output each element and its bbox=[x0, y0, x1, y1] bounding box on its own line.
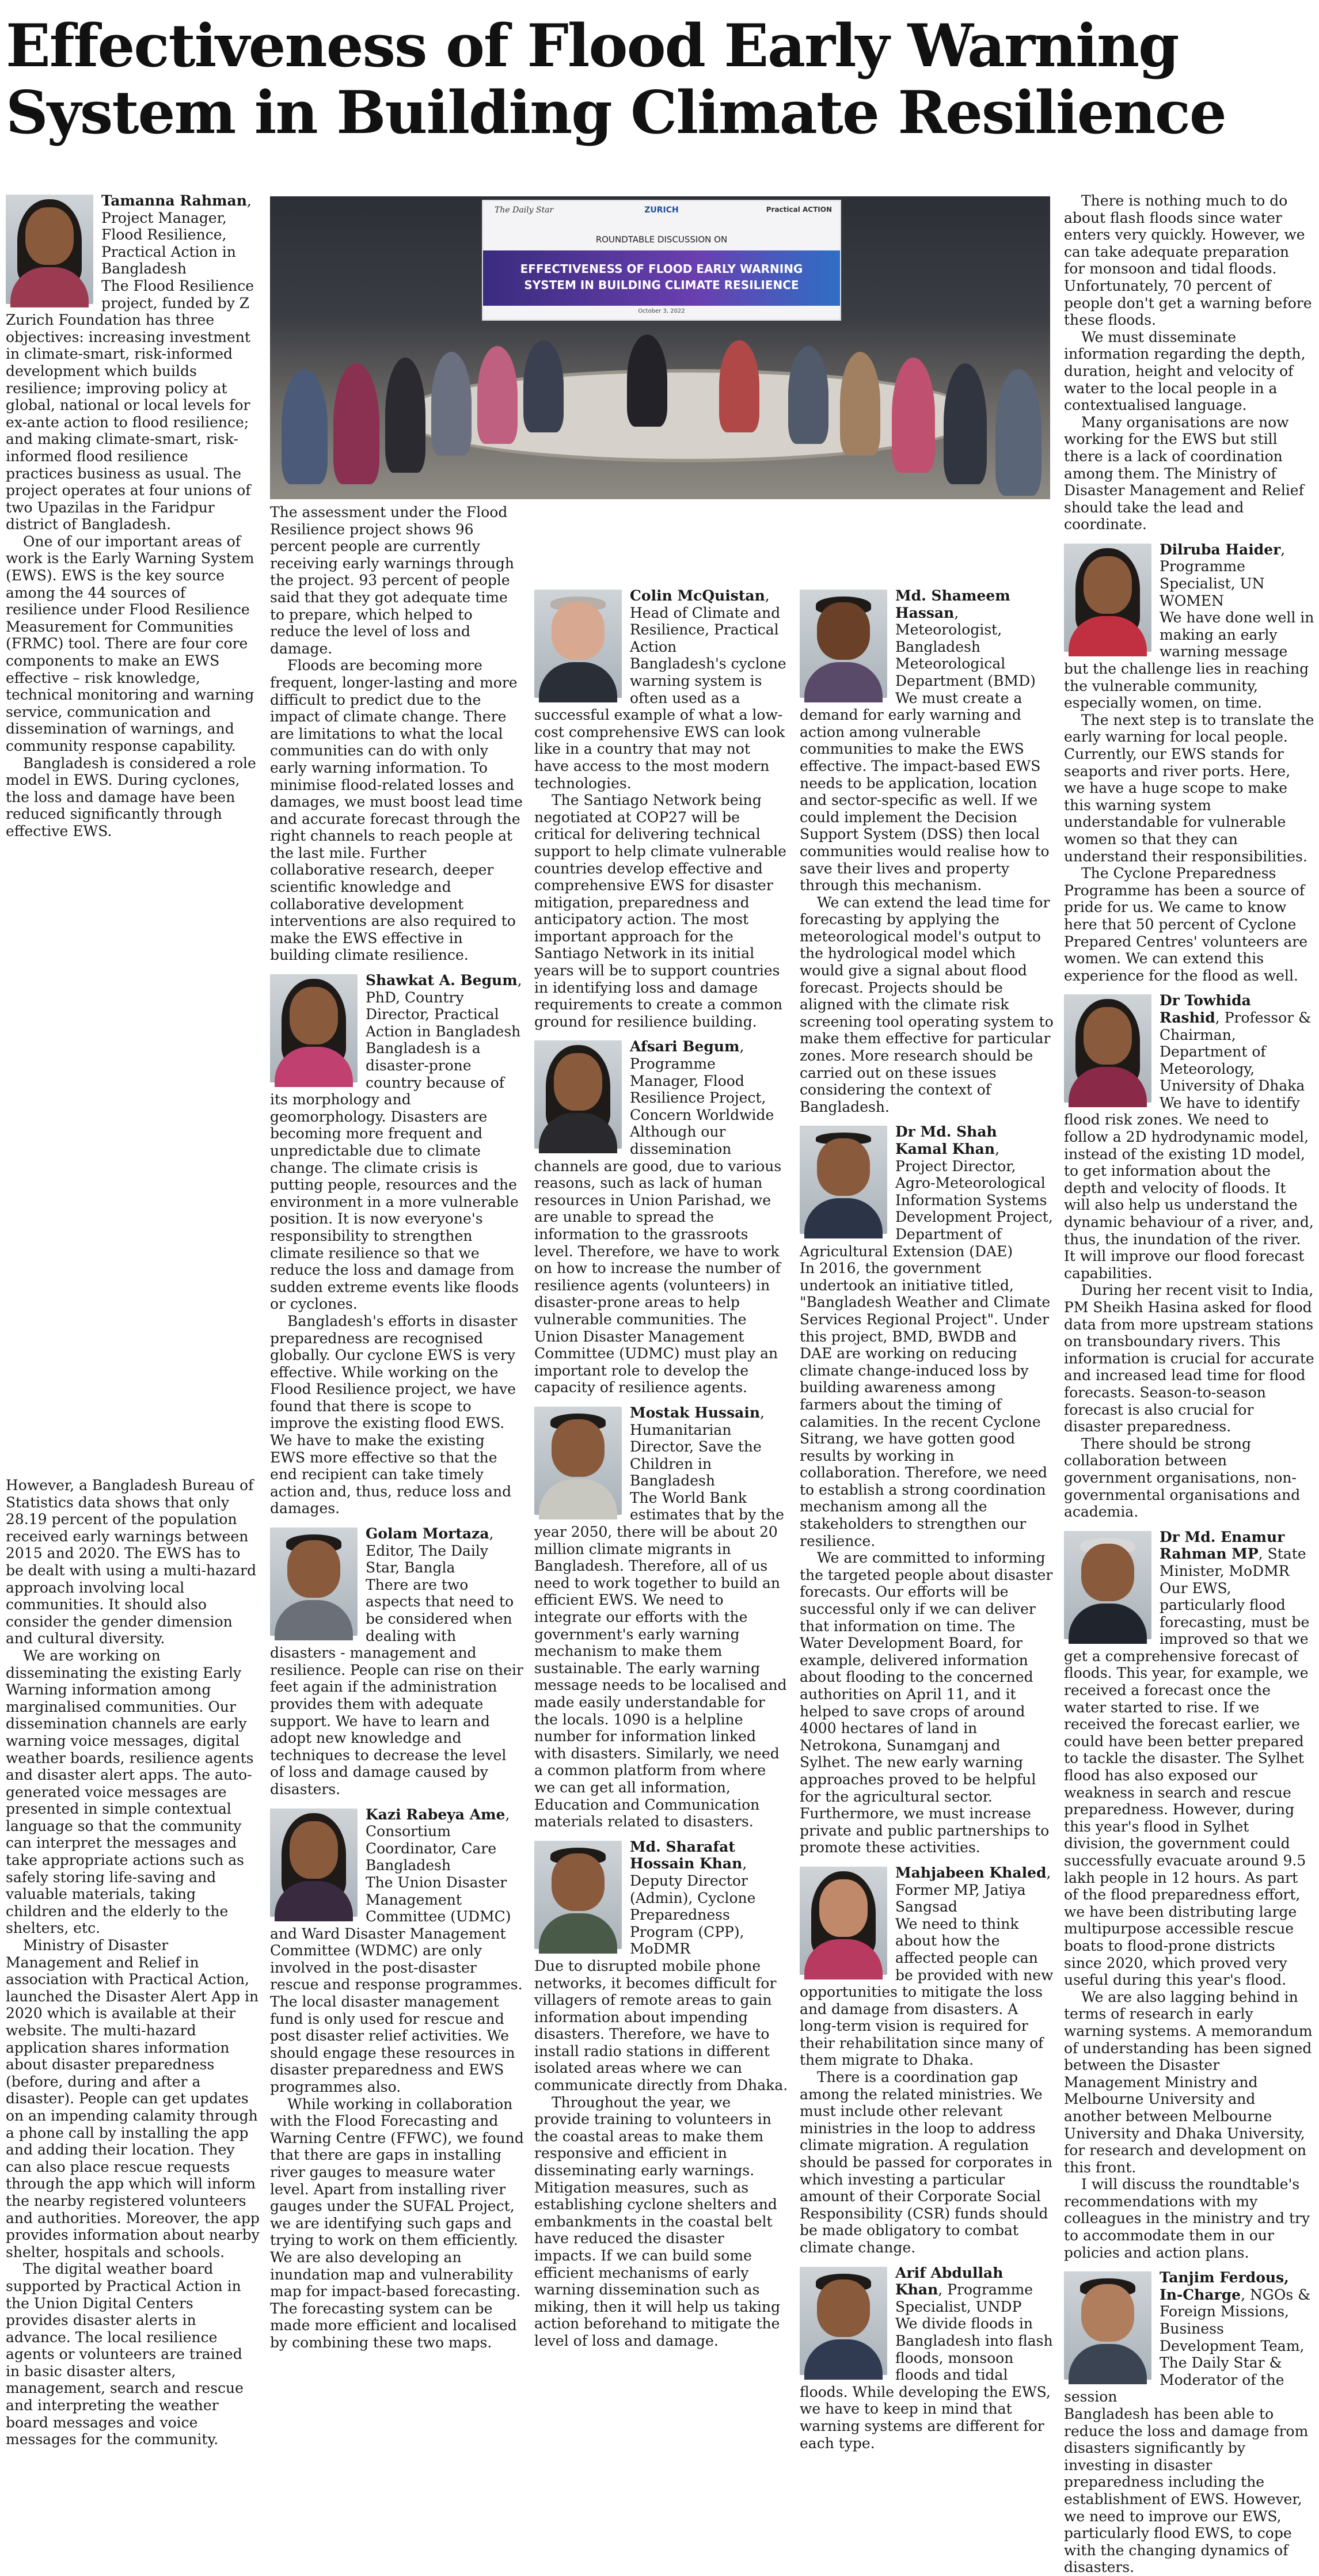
speaker-role: Programme Specialist, UNDP bbox=[895, 2281, 1033, 2315]
column-1-bottom bbox=[6, 1477, 260, 2448]
enamur-portrait bbox=[1064, 1531, 1151, 1639]
banner-title-band bbox=[483, 250, 840, 306]
paragraph: One of our important areas of work is the Early Warning System (EWS). EWS is the key source among the 44 sources of resilience under Flood Resilience Measurement for Communities (FRMC) tool. There are four core components to make an EWS effective – risk knowledge, technical monitoring and warning service, communication and dissemination of warnings, and community response capability. bbox=[6, 533, 254, 754]
speaker-colin: Colin McQuistan, Head of Climate and Resilience, Practical Action Bangladesh's cyclone warning system is often used as a successful example of what a low-cost comprehensive EWS can look like in a country that may not have access to the most modern technologies. The Santiago Network being negotiated at COP27 will be critical for delivering technical support to help climate vulnerable countries develop effective and comprehensive EWS for disaster mitigation, preparedness and anticipatory action. The most important approach for the Santiago Network in its initial years will be to support countries in identifying loss and damage requirements to create a common ground for resilience building. bbox=[534, 587, 788, 1030]
speaker-role: Programme Manager, Flood Resilience Project, Concern Worldwide bbox=[630, 1055, 774, 1123]
paragraph: However, a Bangladesh Bureau of Statistics data shows that only 28.19 percent of the population received early warnings between 2015 and 2020. The EWS has to be dealt with using a multi-hazard approach involving local communities. It should also consider the gender dimension and cultural diversity. bbox=[6, 1477, 257, 1647]
paragraph: There are two aspects that need to be considered when dealing with disasters - management and resilience. People can rise on their feet again if the administration provides them with adequate support. We have to learn and adopt new knowledge and techniques to decrease the level of loss and damage caused by disasters. bbox=[270, 1576, 523, 1798]
speaker-name: Mahjabeen Khaled bbox=[895, 1864, 1047, 1881]
arif-portrait bbox=[800, 2267, 887, 2375]
speaker-tanjim: Tanjim Ferdous, In-Charge, NGOs & Foreign Missions, Business Development Team, The Daily Star & Moderator of the session Bangladesh has been able to reduce the loss and damage from disasters significantly by investing in disaster preparedness including the establishment of EWS. However, we need to improve our EWS, particularly flood EWS, to cope with the changing dynamics of disasters. bbox=[1064, 2269, 1314, 2576]
mostak-portrait bbox=[534, 1407, 622, 1515]
speaker-name: Arif Abdullah Khan bbox=[895, 2264, 1003, 2298]
roundtable-photo bbox=[270, 196, 1050, 499]
speaker-role: Project Director, Agro-Meteorological Information Systems Development Project, Department of Agricultural Extension (DAE) bbox=[800, 1157, 1053, 1260]
paragraph: Although our dissemination channels are good, due to various reasons, such as lack of human resources in Union Parishad, we are unable to spread the information to the grassroots level. Therefore, we have to work on how to increase the number of resilience agents (volunteers) in disaster-prone areas to help vulnerable communities. The Union Disaster Management Committee (UDMC) must play an important role to develop the capacity of resilience agents. bbox=[534, 1123, 782, 1396]
speaker-name: Tamanna Rahman bbox=[101, 192, 247, 209]
tanjim-portrait bbox=[1064, 2271, 1151, 2380]
paragraph: Bangladesh's cyclone warning system is often used as a successful example of what a low-cost comprehensive EWS can look like in a country that may not have access to the most modern technologies. bbox=[534, 655, 786, 792]
paragraph: The digital weather board supported by Practical Action in the Union Digital Centers provides disaster alerts in advance. The local resilience agents or volunteers are trained in basic disaster alters, management, search and rescue and interpreting the weather board messages and voice messages for the community. bbox=[6, 2260, 244, 2448]
paragraph: We have to identify flood risk zones. We need to follow a 2D hydrodynamic model, instead of the existing 1D model, to get information about the depth and velocity of floods. It will also help us understand the dynamic behaviour of a river, and, thus, the inundation of the river. It will improve our flood forecast capabilities. bbox=[1064, 1094, 1314, 1282]
column-4 bbox=[800, 504, 1054, 2452]
speaker-name: Afsari Begum bbox=[630, 1038, 740, 1055]
paragraph: The Santiago Network being negotiated at COP27 will be critical for delivering technical support to help climate vulnerable countries develop effective and comprehensive EWS for disaster mitigation, preparedness and anticipatory action. The most important approach for the Santiago Network in its initial years will be to support countries in identifying loss and damage requirements to create a common ground for resilience building. bbox=[534, 792, 786, 1030]
paragraph: We divide floods in Bangladesh into flash floods, monsoon floods and tidal floods. While developing the EWS, we have to keep in mind that warning systems are different for each type. bbox=[800, 2315, 1053, 2452]
paragraph: Bangladesh is considered a role model in EWS. During cyclones, the loss and damage have been reduced significantly through effective EWS. bbox=[6, 754, 256, 839]
speaker-name: Shawkat A. Begum bbox=[366, 972, 518, 989]
paragraph: Bangladesh has been able to reduce the loss and damage from disasters significantly by investing in disaster preparedness including the establishment of EWS. However, we need to improve our EWS, particularly flood EWS, to cope with the changing dynamics of disasters. bbox=[1064, 2406, 1309, 2576]
paragraph: We are also lagging behind in terms of research in early warning systems. A memorandum of understanding has been signed between the Disaster Management Ministry and Melbourne University and another between Melbourne University and Dhaka University, for research and development on this front. bbox=[1064, 1988, 1313, 2176]
paragraph: We must disseminate information regarding the depth, duration, height and velocity of water to the local people in a contextualised language. bbox=[1064, 328, 1306, 414]
article-title: Effectiveness of Flood Early Warning System in Building Climate Resilience bbox=[6, 12, 1226, 147]
paragraph: We need to think about how the affected people can be provided with new opportunities to mitigate the loss and damage from disasters. A long-term vision is required for their rehabilitation since many of them migrate to Dhaka. bbox=[800, 1915, 1054, 2069]
paragraph: There should be strong collaboration between government organisations, non-governmental organisations and academia. bbox=[1064, 1435, 1301, 1521]
paragraph: We must create a demand for early warning and action among vulnerable communities to make the EWS effective. The impact-based EWS needs to be application, location and sector-specific as well. If we could implement the Decision Support System (DSS) then local communities would realise how to save their lives and property through this mechanism. bbox=[800, 689, 1050, 894]
paragraph: We are committed to informing the targeted people about disaster forecasts. Our efforts will be successful only if we can deliver that information on time. The Water Development Board, for example, delivered information about flooding to the concerned authorities on April 11, and it helped to save crops of around 4000 hectares of land in Netrokona, Sunamganj and Sylhet. The new early warning approaches proved to be helpful for the agricultural sector. Furthermore, we must increase private and public partnerships to promote these activities. bbox=[800, 1549, 1053, 1856]
speaker-golam: Golam Mortaza, Editor, The Daily Star, Bangla There are two aspects that need to be considered when dealing with disasters - management and resilience. People can rise on their feet again if the administration provides them with adequate support. We have to learn and adopt new knowledge and techniques to decrease the level of loss and damage caused by disasters. bbox=[270, 1525, 523, 1798]
paragraph: The Flood Resilience project, funded by Z Zurich Foundation has three objectives: increasing investment in climate-smart, risk-informed development which builds resilience; improving policy at global, national or local levels for ex-ante action to flood resilience; and making climate-smart, risk-informed flood resilience practices business as usual. The project operates at four unions of two Upazilas in the Faridpur district of Bangladesh. bbox=[6, 277, 254, 533]
speaker-name: Golam Mortaza bbox=[366, 1525, 489, 1542]
speaker-afsari: Afsari Begum, Programme Manager, Flood Resilience Project, Concern Worldwide Although our dissemination channels are good, due to various reasons, such as lack of human resources in Union Parishad, we are unable to spread the information to the grassroots level. Therefore, we have to work on how to increase the number of resilience agents (volunteers) in disaster-prone areas to help vulnerable communities. The Union Disaster Management Committee (UDMC) must play an important role to develop the capacity of resilience agents. bbox=[534, 1038, 788, 1396]
paragraph: We can extend the lead time for forecasting by applying the meteorological model's output to the hydrological model which would give a signal about flood forecast. Projects should be aligned with the climate risk screening tool operating system to make them effective for particular zones. More research should be carried out on these issues considering the context of Bangladesh. bbox=[800, 894, 1054, 1115]
paragraph: Bangladesh is a disaster-prone country because of its morphology and geomorphology. Disasters are becoming more frequent and unpredictable due to climate change. The climate crisis is putting people, resources and the environment in a more vulnerable position. It is now everyone's responsibility to strengthen climate resilience so that we reduce the loss and damage from sudden extreme events like floods or cyclones. bbox=[270, 1040, 519, 1313]
paragraph: The World Bank estimates that by the year 2050, there will be about 20 million climate migrants in Bangladesh. Therefore, all of us need to work together to build an efficient EWS. We need to integrate our efforts with the government's early warning mechanism to make them sustainable. The early warning message needs to be localised and made easily understandable for the locals. 1090 is a helpline number for information linked with disasters. Similarly, we need a common platform from where we can get all information, Education and Communication materials related to disasters. bbox=[534, 1489, 787, 1830]
speaker-name: Md. Shameem Hassan bbox=[895, 587, 1010, 621]
paragraph: Many organisations are now working for the EWS but still there is a lack of coordination among them. The Ministry of Disaster Management and Relief should take the lead and coordinate. bbox=[1064, 413, 1304, 533]
paragraph: The assessment under the Flood Resilience project shows 96 percent people are currently receiving early warnings through the project. 93 percent of people said that they got adequate time to prepare, which helped to reduce the level of loss and damage. bbox=[270, 504, 515, 657]
paragraph: The next step is to translate the early warning for local people. Currently, our EWS stands for seaports and river ports. Here, we have a huge scope to make this warning system understandable for vulnerable women so that they can understand their responsibilities. bbox=[1064, 711, 1314, 865]
paragraph: Due to disrupted mobile phone networks, it becomes difficult for villagers of remote areas to gain information about impending disasters. Therefore, we have to install radio stations in different isolated areas where we can communicate directly from Dhaka. bbox=[534, 1957, 788, 2094]
speaker-role: Professor & Chairman, Department of Meteorology, University of Dhaka bbox=[1160, 1009, 1312, 1095]
speaker-role: Editor, The Daily Star, Bangla bbox=[366, 1542, 489, 1576]
banner-subtitle: ROUNDTABLE DISCUSSION ON bbox=[595, 234, 728, 245]
speaker-name: Dilruba Haider bbox=[1160, 541, 1281, 558]
speaker-role: Former MP, Jatiya Sangsad bbox=[895, 1881, 1026, 1916]
paragraph: Floods are becoming more frequent, longer-lasting and more difficult to predict due to the impact of climate change. There are limitations to what the local communities can do with only early warning information. To minimise flood-related losses and damages, we must boost lead time and accurate forecast through the right channels to reach people at the last mile. Further collaborative research, deeper scientific knowledge and collaborative development interventions are also required to make the EWS effective in building climate resilience. bbox=[270, 657, 523, 964]
event-banner bbox=[482, 200, 841, 321]
paragraph: I will discuss the roundtable's recommendations with my colleagues in the ministry and try to accommodate them in our policies and action plans. bbox=[1064, 2176, 1310, 2261]
speaker-role: Head of Climate and Resilience, Practical Action bbox=[630, 604, 781, 655]
speaker-role: Deputy Director (Admin), Cyclone Preparedness Program (CPP), MoDMR bbox=[630, 1872, 756, 1958]
speaker-mostak: Mostak Hussain, Humanitarian Director, Save the Children in Bangladesh The World Bank estimates that by the year 2050, there will be about 20 million climate migrants in Bangladesh. Therefore, all of us need to work together to build an efficient EWS. We need to integrate our efforts with the government's early warning mechanism to make them sustainable. The early warning message needs to be localised and made easily understandable for the locals. 1090 is a helpline number for information linked with disasters. Similarly, we need a common platform from where we can get all information, Education and Communication materials related to disasters. bbox=[534, 1404, 788, 1830]
kamal-portrait bbox=[800, 1126, 887, 1234]
column-5 bbox=[1064, 192, 1314, 2576]
speaker-kazi: Kazi Rabeya Ame, Consortium Coordinator, Care Bangladesh The Union Disaster Management Committee (UDMC) and Ward Disaster Management Committee (WDMC) are only involved in the post-disaster rescue and response programmes. The local disaster management fund is only used for rescue and post disaster relief activities. We should engage these resources in disaster preparedness and EWS programmes also. While working in collaboration with the Flood Forecasting and Warning Centre (FFWC), we found that there are gaps in installing river gauges to measure water level. Apart from installing river gauges under the SUFAL Project, we are identifying such gaps and trying to work on them efficiently. We are also developing an inundation map and vulnerability map for impact-based forecasting. The forecasting system can be made more efficient and localised by combining these two maps. bbox=[270, 1806, 524, 2351]
speaker-shameem: Md. Shameem Hassan, Meteorologist, Bangladesh Meteorological Department (BMD) We must create a demand for early warning and action among vulnerable communities to make the EWS effective. The impact-based EWS needs to be application, location and sector-specific as well. If we could implement the Decision Support System (DSS) then local communities would realise how to save their lives and property through this mechanism. We can extend the lead time for forecasting by applying the meteorological model's output to the hydrological model which would give a signal about flood forecast. Projects should be aligned with the climate risk screening tool operating system to make them effective for particular zones. More research should be carried out on these issues considering the context of Bangladesh. bbox=[800, 587, 1054, 1115]
speaker-role: Project Manager, Flood Resilience, Practical Action in Bangladesh bbox=[101, 209, 236, 278]
paragraph: Bangladesh's efforts in disaster preparedness are recognised globally. Our cyclone EWS is very effective. While working on the Flood Resilience project, we have found that there is scope to improve the existing flood EWS. We have to make the existing EWS more effective so that the end recipient can take timely action and, thus, reduce loss and damages. bbox=[270, 1312, 518, 1517]
banner-date: October 3, 2022 bbox=[638, 308, 685, 314]
speaker-tamanna: Tamanna Rahman, Project Manager, Flood Resilience, Practical Action in Bangladesh The Flood Resilience project, funded by Z Zurich Foundation has three objectives: increasing investment in climate-smart, risk-informed development which builds resilience; improving policy at global, national or local levels for ex-ante action to flood resilience; and making climate-smart, risk-informed flood resilience practices business as usual. The project operates at four unions of two Upazilas in the Faridpur district of Bangladesh. One of our important areas of work is the Early Warning System (EWS). EWS is the key source among the 44 sources of resilience under Flood Resilience Measurement for Communities (FRMC) tool. There are four core components to make an EWS effective – risk knowledge, technical monitoring and warning service, communication and dissemination of warnings, and community response capability. Bangladesh is considered a role model in EWS. During cyclones, the loss and damage have been reduced significantly through effective EWS. bbox=[6, 192, 260, 840]
column-3 bbox=[534, 504, 788, 2349]
paragraph: In 2016, the government undertook an initiative titled, "Bangladesh Weather and Climate Services Regional Project". Under this project, BMD, BWDB and DAE are working on reducing climate change-induced loss by building awareness among farmers about the timing of calamities. In the recent Cyclone Sitrang, we have gotten good results by working in collaboration. Therefore, we need to establish a strong coordination mechanism among all the stakeholders to strengthen our resilience. bbox=[800, 1260, 1051, 1549]
speaker-name: Colin McQuistan bbox=[630, 587, 765, 604]
speaker-name: Mostak Hussain bbox=[630, 1404, 761, 1421]
banner-title: EFFECTIVENESS OF FLOOD EARLY WARNING SYSTEM IN BUILDING CLIMATE RESILIENCE bbox=[520, 262, 803, 292]
speaker-name: Md. Sharafat Hossain Khan bbox=[630, 1838, 743, 1872]
speaker-name: Dr Md. Shah Kamal Khan bbox=[895, 1123, 997, 1157]
towhida-portrait bbox=[1064, 994, 1151, 1103]
afsari-portrait bbox=[534, 1040, 622, 1149]
speaker-role: Meteorologist, Bangladesh Meteorological Department (BMD) bbox=[895, 621, 1036, 689]
golam-portrait bbox=[270, 1528, 358, 1636]
speaker-kamal: Dr Md. Shah Kamal Khan, Project Director, Agro-Meteorological Information Systems Development Project, Department of Agricultural Extension (DAE) In 2016, the government undertook an initiative titled, "Bangladesh Weather and Climate Services Regional Project". Under this project, BMD, BWDB and DAE are working on reducing climate change-induced loss by building awareness among farmers about the timing of calamities. In the recent Cyclone Sitrang, we have gotten good results by working in collaboration. Therefore, we need to establish a strong coordination mechanism among all the stakeholders to strengthen our resilience. We are committed to informing the targeted people about disaster forecasts. Our efforts will be successful only if we can deliver that information on time. The Water Development Board, for example, delivered information about flooding to the concerned authorities on April 11, and it helped to save crops of around 4000 hectares of land in Netrokona, Sunamganj and Sylhet. The new early warning approaches proved to be helpful for the agricultural sector. Furthermore, we must increase private and public partnerships to promote these activities. bbox=[800, 1123, 1053, 1856]
speaker-mahjabeen: Mahjabeen Khaled, Former MP, Jatiya Sangsad We need to think about how the affected people can be provided with new opportunities to mitigate the loss and damage from disasters. A long-term vision is required for their rehabilitation since many of them migrate to Dhaka. There is a coordination gap among the related ministries. We must include other relevant ministries in the loop to address climate migration. A regulation should be passed for corporates in which investing a particular amount of their Corporate Social Responsibility (CSR) funds should be made obligatory to combat climate change. bbox=[800, 1864, 1054, 2256]
dilruba-portrait bbox=[1064, 544, 1151, 652]
speaker-sharafat: Md. Sharafat Hossain Khan, Deputy Director (Admin), Cyclone Preparedness Program (CPP), MoDMR Due to disrupted mobile phone networks, it becomes difficult for villagers of remote areas to gain information about impending disasters. Therefore, we have to install radio stations in different isolated areas where we can communicate directly from Dhaka. Throughout the year, we provide training to volunteers in the coastal areas to make them responsive and efficient in disseminating early warnings. Mitigation measures, such as establishing cyclone shelters and embankments in the coastal belt have reduced the disaster impacts. If we can build some efficient mechanisms of early warning dissemination such as miking, then it will help us taking action beforehand to mitigate the level of loss and damage. bbox=[534, 1838, 788, 2349]
paragraph: Ministry of Disaster Management and Relief in association with Practical Action, launched the Disaster Alert App in 2020 which is available at their website. The multi-hazard application shares information about disaster preparedness (before, during and after a disaster). People can get updates on an impending calamity through a phone call by installing the app and adding their location. They can also place rescue requests through the app which will inform the nearby registered volunteers and authorities. Moreover, the app provides information about nearby shelter, hospitals and schools. bbox=[6, 1937, 260, 2260]
speaker-name: Dr Towhida Rashid bbox=[1160, 992, 1251, 1026]
speaker-arif: Arif Abdullah Khan, Programme Specialist, UNDP We divide floods in Bangladesh into flash floods, monsoon floods and tidal floods. While developing the EWS, we have to keep in mind that warning systems are different for each type. bbox=[800, 2264, 1053, 2452]
paragraph: The Cyclone Preparedness Programme has been a source of pride for us. We came to know here that 50 percent of Cyclone Prepared Centres' volunteers are women. We can extend this experience for the flood as well. bbox=[1064, 865, 1308, 984]
speaker-role: State Minister, MoDMR bbox=[1160, 1545, 1306, 1579]
paragraph: The Union Disaster Management Committee (UDMC) and Ward Disaster Management Committee (WDMC) are only involved in the post-disaster rescue and response programmes. The local disaster management fund is only used for rescue and post disaster relief activities. We should engage these resources in disaster preparedness and EWS programmes also. bbox=[270, 1874, 523, 2096]
paragraph: We are working on disseminating the existing Early Warning information among marginalised communities. Our dissemination channels are early warning voice messages, digital weather boards, resilience agents and disaster alert apps. The auto-generated voice messages are presented in simple contextual language so that the community can interpret the messages and take appropriate actions such as safely storing life-saving and valuable materials, taking children and the elderly to the shelters, etc. bbox=[6, 1647, 254, 1937]
speaker-enamur: Dr Md. Enamur Rahman MP, State Minister, MoDMR Our EWS, particularly flood forecasting, must be improved so that we get a comprehensive forecast of floods. This year, for example, we received a forecast once the water started to rise. If we received the forecast earlier, we could have been better prepared to tackle the disaster. The Sylhet flood has also exposed our weakness in search and rescue preparedness. However, during this year's flood in Sylhet division, the government could successfully evacuate around 9.5 lakh people in 12 hours. As part of the flood preparedness effort, we have been distributing large multipurpose accessible rescue boats to flood-prone districts since 2020, which proved very useful during this year's flood. We are also lagging behind in terms of research in early warning systems. A memorandum of understanding has been signed between the Disaster Management Ministry and Melbourne University and another between Melbourne University and Dhaka University, for research and development on this front. I will discuss the roundtable's recommendations with my colleagues in the ministry and try to accommodate them in our policies and action plans. bbox=[1064, 1529, 1314, 2262]
speaker-shawkat: Shawkat A. Begum, PhD, Country Director, Practical Action in Bangladesh Bangladesh is a disaster-prone country because of its morphology and geomorphology. Disasters are becoming more frequent and unpredictable due to climate change. The climate crisis is putting people, resources and the environment in a more vulnerable position. It is now everyone's responsibility to strengthen climate resilience so that we reduce the loss and damage from sudden extreme events like floods or cyclones. Bangladesh's efforts in disaster preparedness are recognised globally. Our cyclone EWS is very effective. While working on the Flood Resilience project, we have found that there is scope to improve the existing flood EWS. We have to make the existing EWS more effective so that the end recipient can take timely action and, thus, reduce loss and damages. bbox=[270, 972, 524, 1517]
shameem-portrait bbox=[800, 590, 887, 698]
paragraph: While working in collaboration with the Flood Forecasting and Warning Centre (FFWC), we found that there are gaps in installing river gauges to measure water level. Apart from installing river gauges under the SUFAL Project, we are identifying such gaps and trying to work on them efficiently. We are also developing an inundation map and vulnerability map for impact-based forecasting. The forecasting system can be made more efficient and localised by combining these two maps. bbox=[270, 2095, 524, 2351]
speaker-towhida: Dr Towhida Rashid, Professor & Chairman, Department of Meteorology, University of Dhaka We have to identify flood risk zones. We need to follow a 2D hydrodynamic model, instead of the existing 1D model, to get information about the depth and velocity of floods. It will also help us understand the dynamic behaviour of a river, and, thus, the inundation of the river. It will improve our flood forecast capabilities. During her recent visit to India, PM Sheikh Hasina asked for flood data from more upstream stations on transboundary rivers. This information is crucial for accurate and increased lead time for flood forecasts. Season-to-season forecast is also crucial for disaster preparedness. There should be strong collaboration between government organisations, non-governmental organisations and academia. bbox=[1064, 992, 1314, 1521]
speaker-name: Dr Md. Enamur Rahman MP bbox=[1160, 1528, 1285, 1563]
paragraph: There is nothing much to do about flash floods since water enters very quickly. However, we can take adequate preparation for monsoon and tidal floods. Unfortunately, 70 percent of people don't get a warning before these floods. bbox=[1064, 192, 1312, 329]
banner-logo-practical-action: Practical ACTION bbox=[766, 206, 832, 214]
paragraph: We have done well in making an early warning message but the challenge lies in reaching the vulnerable community, especially women, on time. bbox=[1064, 609, 1314, 712]
kazi-portrait bbox=[270, 1808, 358, 1917]
shawkat-portrait bbox=[270, 974, 358, 1082]
colin-portrait bbox=[534, 590, 622, 698]
column-2 bbox=[270, 504, 524, 2351]
paragraph: During her recent visit to India, PM Sheikh Hasina asked for flood data from more upstream stations on transboundary rivers. This information is crucial for accurate and increased lead time for flood forecasts. Season-to-season forecast is also crucial for disaster preparedness. bbox=[1064, 1282, 1314, 1435]
tamanna-portrait bbox=[6, 195, 93, 304]
sharafat-portrait bbox=[534, 1841, 622, 1949]
speaker-name: Kazi Rabeya Ame bbox=[366, 1806, 505, 1823]
speaker-role: Humanitarian Director, Save the Children in Bangladesh bbox=[630, 1421, 762, 1490]
speaker-role: NGOs & Foreign Missions, Business Development Team, The Daily Star & Moderator of the session bbox=[1064, 2286, 1311, 2406]
speaker-role: Consortium Coordinator, Care Bangladesh bbox=[366, 1823, 497, 1874]
paragraph: Throughout the year, we provide training to volunteers in the coastal areas to make them responsive and efficient in disseminating early warnings. Mitigation measures, such as establishing cyclone shelters and embankments in the coastal belt have reduced the disaster impacts. If we can build some efficient mechanisms of early warning dissemination such as miking, then it will help us taking action beforehand to mitigate the level of loss and damage. bbox=[534, 2094, 781, 2349]
mahjabeen-portrait bbox=[800, 1867, 887, 1975]
speaker-role: PhD, Country Director, Practical Action in Bangladesh bbox=[366, 989, 521, 1040]
speaker-role: Programme Specialist, UN WOMEN bbox=[1160, 558, 1265, 609]
paragraph: Our EWS, particularly flood forecasting, must be improved so that we get a comprehensive forecast of floods. This year, for example, we received a forecast once the water started to rise. If we received the forecast earlier, we could have been better prepared to tackle the disaster. The Sylhet flood has also exposed our weakness in search and rescue preparedness. However, during this year's flood in Sylhet division, the government could successfully evacuate around 9.5 lakh people in 12 hours. As part of the flood preparedness effort, we have been distributing large multipurpose accessible rescue boats to flood-prone districts since 2020, which proved very useful during this year's flood. bbox=[1064, 1579, 1310, 1989]
speaker-dilruba: Dilruba Haider, Programme Specialist, UN WOMEN We have done well in making an early warning message but the challenge lies in reaching the vulnerable community, especially women, on time. The next step is to translate the early warning for local people. Currently, our EWS stands for seaports and river ports. Here, we have a huge scope to make this warning system understandable for vulnerable women so that they can understand their responsibilities. The Cyclone Preparedness Programme has been a source of pride for us. We came to know here that 50 percent of Cyclone Prepared Centres' volunteers are women. We can extend this experience for the flood as well. bbox=[1064, 541, 1314, 984]
speaker-name: Tanjim Ferdous, In-Charge bbox=[1160, 2269, 1289, 2303]
banner-logo-zurich: ZURICH bbox=[644, 206, 679, 215]
column-1-top bbox=[6, 192, 260, 898]
banner-logo-daily-star: The Daily Star bbox=[495, 206, 554, 215]
paragraph: There is a coordination gap among the related ministries. We must include other relevant ministries in the loop to address climate migration. A regulation should be passed for corporates in which investing a particular amount of their Corporate Social Responsibility (CSR) funds should be made obligatory to combat climate change. bbox=[800, 2069, 1052, 2256]
